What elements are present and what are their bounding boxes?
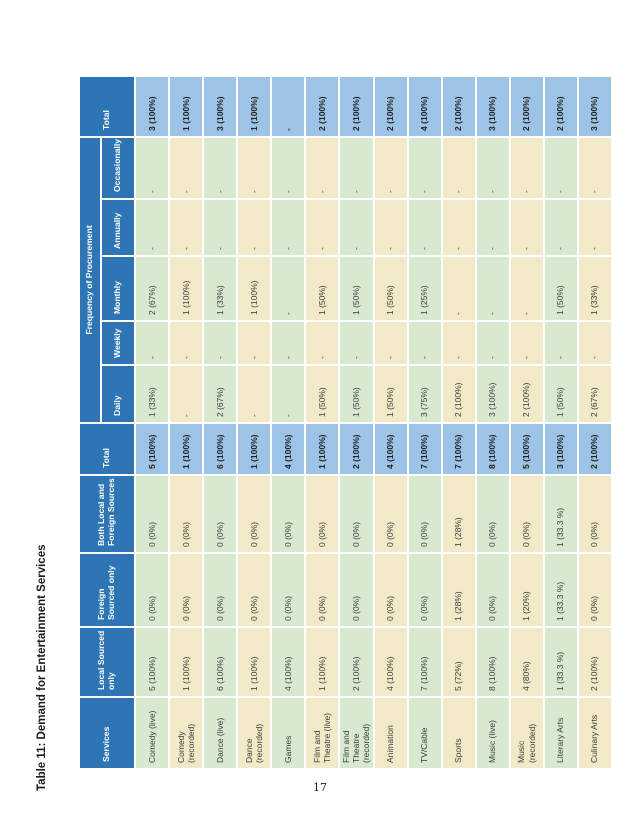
value-cell: 0 (0%) <box>579 476 611 552</box>
value-cell: 2 (67%) <box>136 257 168 320</box>
service-cell: Dance (recorded) <box>238 698 270 768</box>
table-row <box>136 77 168 768</box>
value-cell: 1 (33%) <box>204 257 236 320</box>
header-monthly: Monthly <box>102 257 134 320</box>
value-cell: - <box>545 322 577 364</box>
value-cell: - <box>579 200 611 255</box>
value-cell: 0 (0%) <box>409 476 441 552</box>
value-cell: - <box>306 200 338 255</box>
value-cell: 1 (20%) <box>511 554 543 626</box>
value-cell: - <box>579 138 611 198</box>
value-cell: - <box>443 322 475 364</box>
demand-table <box>78 75 613 770</box>
value-cell: 1 (33%) <box>579 257 611 320</box>
table-row <box>477 77 509 768</box>
value-cell: - <box>477 322 509 364</box>
value-cell: - <box>170 200 202 255</box>
value-cell: - <box>204 322 236 364</box>
page-number: 17 <box>313 781 327 794</box>
value-cell: 1 (50%) <box>545 366 577 422</box>
header-services: Services <box>80 698 134 768</box>
table-row <box>579 77 611 768</box>
value-cell: - <box>306 138 338 198</box>
table-row <box>306 77 338 768</box>
value-cell: 3 (75%) <box>409 366 441 422</box>
value-cell: 0 (0%) <box>136 554 168 626</box>
value-cell: 3 (100%) <box>545 424 577 474</box>
table-row <box>375 77 407 768</box>
service-cell: Comedy (live) <box>136 698 168 768</box>
value-cell: - <box>170 322 202 364</box>
demand-table-container <box>78 75 600 770</box>
value-cell: - <box>272 200 304 255</box>
value-cell: 4 (100%) <box>409 77 441 136</box>
value-cell: - <box>511 322 543 364</box>
value-cell: 0 (0%) <box>477 554 509 626</box>
value-cell: 3 (100%) <box>477 366 509 422</box>
header-annually: Annually <box>102 200 134 255</box>
value-cell: - <box>238 366 270 422</box>
service-cell: Animation <box>375 698 407 768</box>
value-cell: 2 (67%) <box>579 366 611 422</box>
header-frequency-group: Frequency of Procurement <box>80 138 100 422</box>
value-cell: - <box>136 200 168 255</box>
value-cell: - <box>204 138 236 198</box>
value-cell: 4 (100%) <box>375 628 407 696</box>
value-cell: 3 (100%) <box>204 77 236 136</box>
service-cell: Music (live) <box>477 698 509 768</box>
value-cell: - <box>511 257 543 320</box>
value-cell: 5 (100%) <box>511 424 543 474</box>
value-cell: - <box>477 257 509 320</box>
header-occasionally: Occasionally <box>102 138 134 198</box>
value-cell: 0 (0%) <box>238 554 270 626</box>
value-cell: 0 (0%) <box>511 476 543 552</box>
service-cell: Sports <box>443 698 475 768</box>
service-cell: Culinary Arts <box>579 698 611 768</box>
value-cell: 2 (100%) <box>340 424 373 474</box>
value-cell: 0 (0%) <box>136 476 168 552</box>
value-cell: 0 (0%) <box>375 476 407 552</box>
service-cell: Music (recorded) <box>511 698 543 768</box>
value-cell: - <box>375 200 407 255</box>
value-cell: 1 (100%) <box>170 424 202 474</box>
value-cell: - <box>306 322 338 364</box>
header-daily: Daily <box>102 366 134 422</box>
value-cell: - <box>136 138 168 198</box>
value-cell: - <box>272 77 304 136</box>
value-cell: 0 (0%) <box>375 554 407 626</box>
value-cell: 1 (50%) <box>375 257 407 320</box>
value-cell: 3 (100%) <box>477 77 509 136</box>
value-cell: 2 (100%) <box>579 628 611 696</box>
value-cell: 0 (0%) <box>477 476 509 552</box>
value-cell: - <box>238 138 270 198</box>
table-body <box>136 77 611 768</box>
service-cell: Literary Arts <box>545 698 577 768</box>
value-cell: 7 (100%) <box>409 628 441 696</box>
value-cell: - <box>375 138 407 198</box>
value-cell: - <box>170 138 202 198</box>
value-cell: 1 (28%) <box>443 476 475 552</box>
table-title: Table 11: Demand for Entertainment Services <box>36 544 48 791</box>
value-cell: 1 (50%) <box>306 257 338 320</box>
value-cell: 1 (33.3 %) <box>545 554 577 626</box>
value-cell: - <box>272 366 304 422</box>
value-cell: 2 (100%) <box>443 77 475 136</box>
value-cell: 1 (100%) <box>238 628 270 696</box>
value-cell: - <box>545 138 577 198</box>
value-cell: - <box>272 138 304 198</box>
value-cell: 1 (100%) <box>170 77 202 136</box>
value-cell: 2 (100%) <box>511 366 543 422</box>
table-row <box>511 77 543 768</box>
value-cell: - <box>238 200 270 255</box>
value-cell: 0 (0%) <box>170 554 202 626</box>
value-cell: 1 (100%) <box>306 424 338 474</box>
value-cell: 0 (0%) <box>579 554 611 626</box>
value-cell: 1 (50%) <box>340 257 373 320</box>
value-cell: 1 (50%) <box>340 366 373 422</box>
value-cell: 2 (100%) <box>545 77 577 136</box>
value-cell: - <box>238 322 270 364</box>
value-cell: - <box>340 138 373 198</box>
table-row <box>409 77 441 768</box>
value-cell: 1 (100%) <box>238 77 270 136</box>
value-cell: - <box>477 200 509 255</box>
value-cell: 0 (0%) <box>340 554 373 626</box>
value-cell: - <box>443 200 475 255</box>
value-cell: 8 (100%) <box>477 424 509 474</box>
value-cell: 0 (0%) <box>340 476 373 552</box>
value-cell: 4 (100%) <box>272 424 304 474</box>
table-row <box>238 77 270 768</box>
value-cell: 6 (100%) <box>204 424 236 474</box>
value-cell: 3 (100%) <box>136 77 168 136</box>
value-cell: 3 (100%) <box>579 77 611 136</box>
value-cell: - <box>136 322 168 364</box>
value-cell: - <box>272 322 304 364</box>
value-cell: - <box>340 200 373 255</box>
value-cell: 1 (33.3 %) <box>545 628 577 696</box>
value-cell: 0 (0%) <box>272 554 304 626</box>
value-cell: 2 (100%) <box>306 77 338 136</box>
value-cell: - <box>477 138 509 198</box>
value-cell: 0 (0%) <box>306 476 338 552</box>
value-cell: 7 (100%) <box>409 424 441 474</box>
value-cell: 2 (100%) <box>340 77 373 136</box>
service-cell: Games <box>272 698 304 768</box>
value-cell: - <box>443 138 475 198</box>
value-cell: 0 (0%) <box>306 554 338 626</box>
value-cell: 2 (100%) <box>340 628 373 696</box>
header-weekly: Weekly <box>102 322 134 364</box>
value-cell: 1 (100%) <box>238 257 270 320</box>
value-cell: 1 (100%) <box>170 628 202 696</box>
service-cell: Comedy (recorded) <box>170 698 202 768</box>
value-cell: 1 (28%) <box>443 554 475 626</box>
value-cell: - <box>409 322 441 364</box>
value-cell: 0 (0%) <box>204 476 236 552</box>
value-cell: - <box>340 322 373 364</box>
value-cell: - <box>443 257 475 320</box>
header-local-sourced: Local Sourced only <box>80 628 134 696</box>
service-cell: Film and Theatre (recorded) <box>340 698 373 768</box>
value-cell: 0 (0%) <box>204 554 236 626</box>
value-cell: 5 (100%) <box>136 628 168 696</box>
header-total-sources: Total <box>80 424 134 474</box>
value-cell: 2 (100%) <box>579 424 611 474</box>
value-cell: - <box>409 200 441 255</box>
value-cell: 7 (100%) <box>443 424 475 474</box>
value-cell: 0 (0%) <box>409 554 441 626</box>
value-cell: 6 (100%) <box>204 628 236 696</box>
header-foreign-sourced: Foreign Sourced only <box>80 554 134 626</box>
value-cell: 5 (72%) <box>443 628 475 696</box>
table-row <box>272 77 304 768</box>
table-row <box>204 77 236 768</box>
value-cell: 1 (33.3 %) <box>545 476 577 552</box>
value-cell: 1 (25%) <box>409 257 441 320</box>
table-row <box>170 77 202 768</box>
value-cell: 5 (100%) <box>136 424 168 474</box>
value-cell: 2 (100%) <box>511 77 543 136</box>
table-row <box>340 77 373 768</box>
service-cell: Dance (live) <box>204 698 236 768</box>
value-cell: - <box>375 322 407 364</box>
service-cell: TV/Cable <box>409 698 441 768</box>
value-cell: - <box>170 366 202 422</box>
value-cell: 0 (0%) <box>238 476 270 552</box>
value-cell: 0 (0%) <box>272 476 304 552</box>
value-cell: 1 (33%) <box>136 366 168 422</box>
service-cell: Film and Theatre (live) <box>306 698 338 768</box>
value-cell: - <box>511 138 543 198</box>
value-cell: 1 (100%) <box>306 628 338 696</box>
value-cell: - <box>272 257 304 320</box>
table-row <box>545 77 577 768</box>
value-cell: - <box>409 138 441 198</box>
value-cell: 2 (100%) <box>443 366 475 422</box>
value-cell: 2 (67%) <box>204 366 236 422</box>
value-cell: 1 (100%) <box>170 257 202 320</box>
value-cell: 8 (100%) <box>477 628 509 696</box>
value-cell: 0 (0%) <box>170 476 202 552</box>
value-cell: 1 (50%) <box>375 366 407 422</box>
value-cell: 4 (100%) <box>375 424 407 474</box>
value-cell: - <box>579 322 611 364</box>
value-cell: 4 (80%) <box>511 628 543 696</box>
value-cell: - <box>511 200 543 255</box>
header-total-frequency: Total <box>80 77 134 136</box>
value-cell: 1 (50%) <box>306 366 338 422</box>
value-cell: 2 (100%) <box>375 77 407 136</box>
value-cell: 4 (100%) <box>272 628 304 696</box>
value-cell: - <box>204 200 236 255</box>
value-cell: 1 (100%) <box>238 424 270 474</box>
value-cell: 1 (50%) <box>545 257 577 320</box>
table-header <box>80 77 134 768</box>
value-cell: - <box>545 200 577 255</box>
table-row <box>443 77 475 768</box>
header-both-sources: Both Local and Foreign Sources <box>80 476 134 552</box>
